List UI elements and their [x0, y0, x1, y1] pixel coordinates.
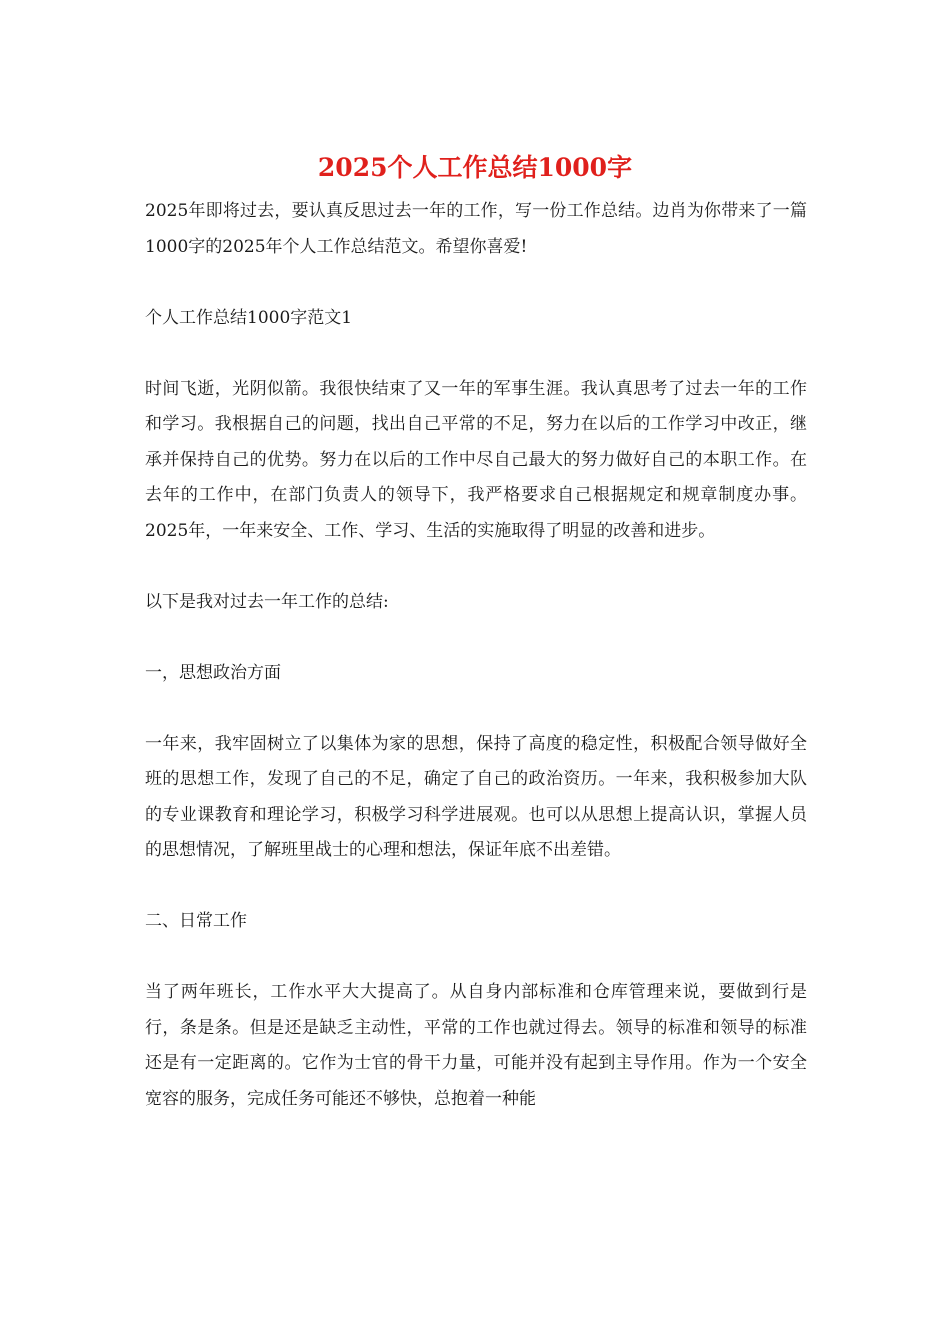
section-heading-political: 一，思想政治方面 [145, 662, 281, 683]
body-paragraph: 一年来，我牢固树立了以集体为家的思想，保持了高度的稳定性，积极配合领导做好全班的思想工作，发现了自己的不足，确定了自己的政治资历。一年来，我积极参加大队的专业课教育和理论学习，积极学习科学进展观。也可以从思想上提高认识，掌握人员的思想情况，了解班里战士的心理和想法，保证年底不出差错。 [145, 733, 807, 860]
summary-intro: 以下是我对过去一年工作的总结: [145, 591, 389, 612]
intro-paragraph: 2025年即将过去，要认真反思过去一年的工作，写一份工作总结。边肖为你带来了一篇1000字的2025年个人工作总结范文。希望你喜爱! [145, 201, 807, 257]
body-paragraph: 时间飞逝，光阴似箭。我很快结束了又一年的军事生涯。我认真思考了过去一年的工作和学习。我根据自己的问题，找出自己平常的不足，努力在以后的工作学习中改正，继承并保持自己的优势。努力在以后的工作中尽自己最大的努力做好自己的本职工作。在去年的工作中，在部门负责人的领导下，我严格要求自己根据规定和规章制度办事。2025年，一年来安全、工作、学习、生活的实施取得了明显的改善和进步。 [145, 378, 807, 541]
section-heading-daily-work: 二、日常工作 [145, 911, 247, 931]
document-title: 2025个人工作总结1000字 [317, 153, 633, 182]
document-body [145, 194, 807, 1117]
body-paragraph: 当了两年班长，工作水平大大提高了。从自身内部标准和仓库管理来说，要做到行是行，条是条。但是还是缺乏主动性，平常的工作也就过得去。领导的标准和领导的标准还是有一定距离的。它作为士官的骨干力量，可能并没有起到主导作用。作为一个安全宽容的服务，完成任务可能还不够快，总抱着一种能 [145, 982, 807, 1109]
sample-heading: 个人工作总结1000字范文1 [145, 307, 353, 328]
